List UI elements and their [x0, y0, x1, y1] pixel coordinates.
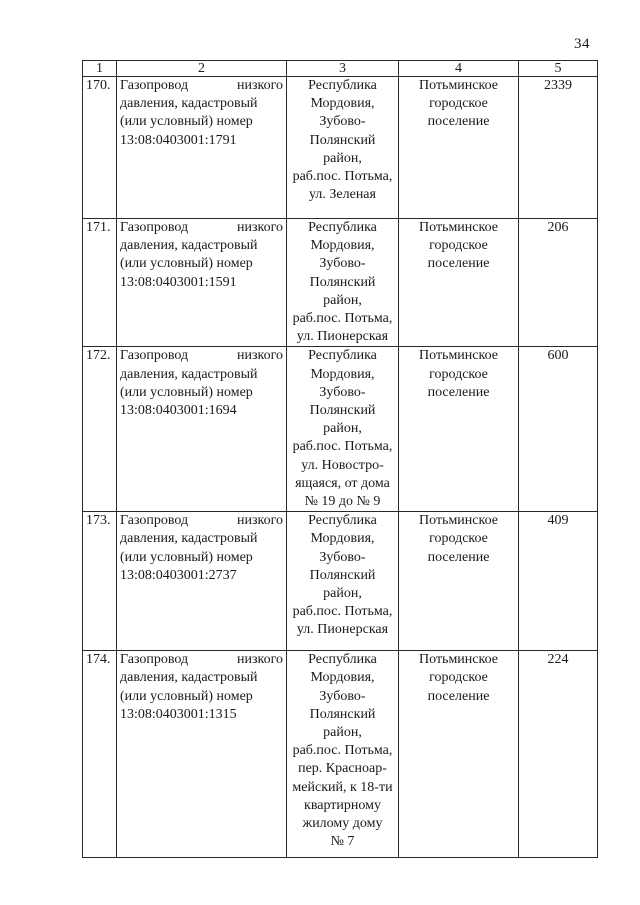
- municipality: Потьминское городское поселение: [399, 512, 519, 651]
- column-header-1: 1: [83, 61, 117, 77]
- table-row: [83, 77, 598, 219]
- object-address: Республика Мордовия, Зубово- Полянский район, раб.пос. Потьма, ул. Зеленая: [287, 77, 399, 219]
- length-value: 206: [519, 219, 598, 347]
- table-row: [83, 512, 598, 651]
- object-address: Республика Мордовия, Зубово- Полянский район, раб.пос. Потьма, ул. Новостро- ящаяся, от дома № 19 до № 9: [287, 347, 399, 512]
- object-name-line1: Газопровод низкого: [120, 220, 283, 235]
- object-address: Республика Мордовия, Зубово- Полянский район, раб.пос. Потьма, пер. Красноар- мейский, к 18-ти квартирному жилому дому № 7: [287, 651, 399, 858]
- object-name-line1: Газопровод низкого: [120, 78, 283, 93]
- column-header-4: 4: [399, 61, 519, 77]
- length-value: 2339: [519, 77, 598, 219]
- length-value: 600: [519, 347, 598, 512]
- table-row: [83, 651, 598, 858]
- length-value: 224: [519, 651, 598, 858]
- object-name-rest: давления, кадастровый (или условный) номер 13:08:0403001:1315: [120, 670, 258, 722]
- object-address: Республика Мордовия, Зубово- Полянский район, раб.пос. Потьма, ул. Пионерская: [287, 512, 399, 651]
- table-row: [83, 219, 598, 347]
- table-row: [83, 347, 598, 512]
- object-address: Республика Мордовия, Зубово- Полянский район, раб.пос. Потьма, ул. Пионерская: [287, 219, 399, 347]
- municipality: Потьминское городское поселение: [399, 77, 519, 219]
- header-row: [83, 61, 598, 77]
- page-number: 34: [574, 36, 590, 52]
- property-registry-table: [82, 60, 598, 858]
- row-number: 171.: [83, 219, 117, 347]
- object-name-line1: Газопровод низкого: [120, 348, 283, 364]
- object-name-rest: давления, кадастровый (или условный) номер 13:08:0403001:1791: [120, 96, 258, 148]
- object-name-rest: давления, кадастровый (или условный) номер 13:08:0403001:1591: [120, 238, 258, 290]
- object-name-line1: Газопровод низкого: [120, 652, 283, 668]
- row-number: 173.: [83, 512, 117, 651]
- object-name-line1: Газопровод низкого: [120, 513, 283, 529]
- object-name-rest: давления, кадастровый (или условный) номер 13:08:0403001:2737: [120, 531, 258, 583]
- municipality: Потьминское городское поселение: [399, 651, 519, 858]
- row-number: 170.: [83, 77, 117, 219]
- length-value: 409: [519, 512, 598, 651]
- object-name: [117, 77, 287, 219]
- row-number: 174.: [83, 651, 117, 858]
- column-header-5: 5: [519, 61, 598, 77]
- municipality: Потьминское городское поселение: [399, 347, 519, 512]
- object-name: [117, 651, 287, 858]
- column-header-3: 3: [287, 61, 399, 77]
- object-name: [117, 219, 287, 347]
- row-number: 172.: [83, 347, 117, 512]
- object-name: [117, 347, 287, 512]
- object-name: [117, 512, 287, 651]
- object-name-rest: давления, кадастровый (или условный) номер 13:08:0403001:1694: [120, 366, 258, 419]
- municipality: Потьминское городское поселение: [399, 219, 519, 347]
- column-header-2: 2: [117, 61, 287, 77]
